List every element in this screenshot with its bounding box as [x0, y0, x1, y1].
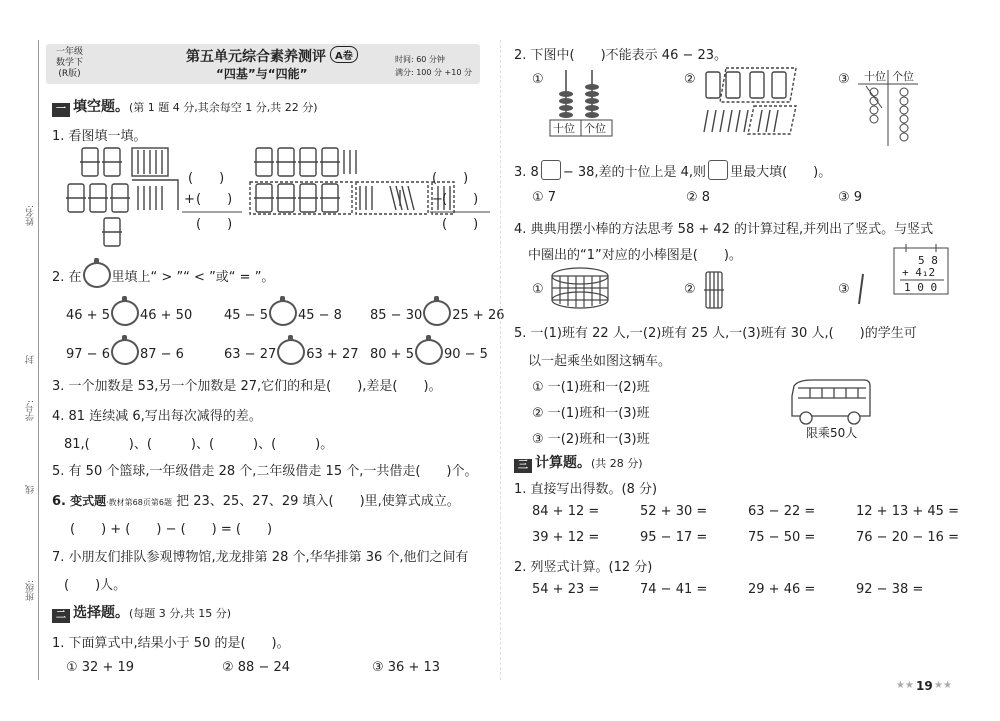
stick-bundle-icon	[276, 148, 296, 176]
section-title: 填空题。	[73, 99, 129, 115]
variant-tag: 变式题	[70, 494, 107, 508]
q2-item: 85 − 30 25 + 26	[370, 300, 505, 326]
section-number: 二	[52, 609, 70, 623]
stick-bundle-icon	[254, 148, 274, 176]
abacus-icon	[548, 68, 614, 140]
vertical-calc-item: 54 + 23 =	[532, 582, 600, 597]
full-score: 满分: 100 分 +10 分	[394, 68, 472, 77]
q1-figure	[60, 140, 492, 250]
q1-blank-2: ( )	[196, 192, 233, 207]
stick-bundle-icon	[320, 148, 340, 176]
q6-text: 6. 变式题·教材第68页第6题 把 23、25、27、29 填入( )里,使算式成立。	[52, 494, 460, 509]
q2-item: 63 − 27 63 + 27	[224, 339, 359, 365]
seal-mark: 封	[26, 355, 36, 364]
s2q1-text: 1. 下面算式中,结果小于 50 的是( )。	[52, 636, 290, 651]
s2q3-option-2[interactable]: ② 8	[686, 190, 711, 205]
stick-bundle-icon	[110, 184, 130, 212]
page-subtitle: “四基”与“四能”	[216, 67, 308, 81]
digit-box[interactable]	[541, 160, 561, 180]
s2q4-option-3-label[interactable]: ③	[838, 282, 850, 297]
s2q4-line1: 4. 典典用摆小棒的方法思考 58 + 42 的计算过程,并列出了竖式。与竖式	[514, 222, 934, 237]
grade-info	[56, 47, 83, 80]
calc-item: 84 + 12 =	[532, 504, 600, 519]
bus-icon	[788, 378, 872, 426]
stick-bundle-icon	[254, 184, 274, 212]
s2q1-option-3[interactable]: ③ 36 + 13	[372, 660, 441, 675]
section-number: 三	[514, 459, 532, 473]
q1-blank-3: ( )	[196, 217, 233, 232]
stick-bundle-icon	[66, 184, 86, 212]
page-number: 19	[916, 679, 933, 693]
s2q2-option-1-label[interactable]: ①	[532, 72, 544, 87]
section-fill-in	[52, 96, 318, 117]
bus-capacity-label: 限乘50人	[806, 426, 858, 440]
answer-apple-icon[interactable]	[277, 339, 305, 365]
star-decoration-left: ★★	[896, 680, 914, 691]
abacus-ones-label: 个位	[584, 122, 606, 135]
calc-item: 12 + 13 + 45 =	[856, 504, 959, 519]
stick-bundle-icon	[276, 184, 296, 212]
section-note: (每题 3 分,共 15 分)	[129, 607, 232, 620]
q1-minus-sign: −	[432, 192, 443, 207]
q4-text: 4. 81 连续减 6,写出每次减得的差。	[52, 409, 262, 424]
calc-item: 52 + 30 =	[640, 504, 708, 519]
s2q1-option-2[interactable]: ② 88 − 24	[222, 660, 291, 675]
answer-apple-icon[interactable]	[269, 300, 297, 326]
s2q5-option-2[interactable]: ② 一(1)班和一(3)班	[532, 406, 650, 421]
variant-tag-note: ·教材第68页第6题	[106, 498, 172, 507]
stick-bundle-icon	[88, 184, 108, 212]
vertical-calc-item: 92 − 38 =	[856, 582, 924, 597]
s2q5-option-3[interactable]: ③ 一(2)班和一(3)班	[532, 432, 650, 447]
q1-blank-6: ( )	[442, 217, 479, 232]
section-choice	[52, 602, 231, 623]
vertical-calc-item: 74 − 41 =	[640, 582, 708, 597]
vertical-top: 5 8	[918, 254, 938, 267]
s2q3-option-1[interactable]: ① 7	[532, 190, 557, 205]
s2q4-option-1-label[interactable]: ①	[532, 282, 544, 297]
q2-item: 80 + 5 90 − 5	[370, 339, 488, 365]
calc-item: 95 − 17 =	[640, 530, 708, 545]
q6-equation[interactable]: ( ) + ( ) − ( ) = ( )	[70, 522, 273, 537]
digit-box[interactable]	[708, 160, 728, 180]
s2q5-line2: 以一起乘坐如图这辆车。	[528, 354, 672, 369]
s3q2-text: 2. 列竖式计算。(12 分)	[514, 560, 653, 575]
s2q4-option-2-label[interactable]: ②	[684, 282, 696, 297]
stick-bundle-icon	[320, 184, 340, 212]
many-bundles-icon	[548, 266, 612, 310]
stick-bundle-icon	[298, 184, 318, 212]
line-mark: 线	[26, 485, 36, 494]
vertical-result: 1 0 0	[904, 281, 938, 294]
place-value-chart	[856, 68, 920, 148]
s2q5-option-1[interactable]: ① 一(1)班和一(2)班	[532, 380, 650, 395]
q7-line2: ( )人。	[64, 578, 127, 593]
section-note: (第 1 题 4 分,其余每空 1 分,共 22 分)	[129, 101, 318, 114]
q2-text-post: 里填上“ > ”“ < ”或“ = ”。	[111, 270, 275, 285]
vertical-calculation-card	[892, 244, 950, 296]
calc-item: 75 − 50 =	[748, 530, 816, 545]
q2-instruction	[52, 262, 274, 288]
vertical-second: + 4₁2	[902, 266, 936, 279]
q2-item: 46 + 5 46 + 50	[66, 300, 192, 326]
grade: 一年级	[56, 47, 84, 57]
section-note: (共 28 分)	[591, 457, 643, 470]
q2-text-pre: 2. 在	[52, 270, 82, 285]
stick-bundle-icon	[298, 148, 318, 176]
class-label: 班级:	[26, 580, 36, 602]
time-limit: 时间: 60 分钟	[394, 55, 445, 64]
star-decoration-right: ★★	[934, 680, 952, 691]
q1-blank-4: ( )	[432, 171, 469, 186]
bundle-picture-left	[66, 148, 178, 246]
s2q2-text: 2. 下图中( )不能表示 46 − 23。	[514, 48, 728, 63]
edition: (R版)	[58, 69, 81, 79]
page-title	[186, 46, 358, 66]
stick-bundle-icon	[80, 148, 100, 176]
version-badge: A卷	[330, 46, 358, 63]
stick-bundle-icon	[102, 218, 122, 246]
name-label: 姓名:	[26, 205, 36, 227]
abacus-tens-label: 十位	[553, 122, 575, 135]
time-score-info	[395, 53, 472, 79]
answer-apple-icon[interactable]	[111, 300, 139, 326]
s2q1-option-1[interactable]: ① 32 + 19	[66, 660, 135, 675]
bundle-picture-right	[250, 148, 454, 214]
place-ones-header: 个位	[892, 70, 914, 83]
section-title: 计算题。	[535, 455, 591, 471]
q3-text: 3. 一个加数是 53,另一个加数是 27,它们的和是( ),差是( )。	[52, 379, 442, 394]
s2q4-line2: 中圈出的“1”对应的小棒图是( )。	[528, 248, 742, 263]
q1-text: 1. 看图填一填。	[52, 129, 147, 144]
calc-item: 39 + 12 =	[532, 530, 600, 545]
s2q2-option-3-label[interactable]: ③	[838, 72, 850, 87]
answer-apple-icon[interactable]	[111, 339, 139, 365]
single-stick-icon	[856, 272, 866, 306]
section-number: 一	[52, 103, 70, 117]
apple-circle-icon	[83, 262, 111, 288]
calc-item: 76 − 20 − 16 =	[856, 530, 959, 545]
vertical-calc-item: 29 + 46 =	[748, 582, 816, 597]
place-tens-header: 十位	[864, 70, 886, 83]
s2q3-text: 3. 8 − 38,差的十位上是 4,则 里最大填( )。	[514, 160, 831, 180]
s2q5-line1: 5. 一(1)班有 22 人,一(2)班有 25 人,一(3)班有 30 人,( )的学生可	[514, 326, 917, 341]
answer-apple-icon[interactable]	[415, 339, 443, 365]
title-text: 第五单元综合素养测评	[186, 49, 326, 65]
q2-item: 97 − 6 87 − 6	[66, 339, 184, 365]
q6-body: 把 23、25、27、29 填入( )里,使算式成立。	[176, 494, 460, 509]
section-calculation	[514, 452, 643, 473]
calc-item: 63 − 22 =	[748, 504, 816, 519]
stick-bundle-icon	[102, 148, 122, 176]
q1-blank-5: ( )	[442, 192, 479, 207]
q1-blank-1: ( )	[188, 171, 225, 186]
s3q1-text: 1. 直接写出得数。(8 分)	[514, 482, 658, 497]
section-title: 选择题。	[73, 605, 129, 621]
sticks-picture-icon	[700, 66, 800, 136]
q5-text: 5. 有 50 个篮球,一年级借走 28 个,二年级借走 15 个,一共借走( )个。	[52, 464, 478, 479]
single-bundle-icon	[702, 270, 726, 310]
q4-answers[interactable]: 81,( )、( )、( )、( )。	[64, 437, 334, 452]
answer-apple-icon[interactable]	[423, 300, 451, 326]
s2q2-option-2-label[interactable]: ②	[684, 72, 696, 87]
s2q3-option-3[interactable]: ③ 9	[838, 190, 863, 205]
subject: 数学下	[56, 58, 84, 68]
q2-item: 45 − 5 45 − 8	[224, 300, 342, 326]
q7-line1: 7. 小朋友们排队参观博物馆,龙龙排第 28 个,华华排第 36 个,他们之间有	[52, 550, 469, 565]
page-header	[46, 44, 480, 84]
q1-plus-sign: +	[184, 192, 195, 207]
student-id-label: 学号:	[26, 400, 36, 422]
